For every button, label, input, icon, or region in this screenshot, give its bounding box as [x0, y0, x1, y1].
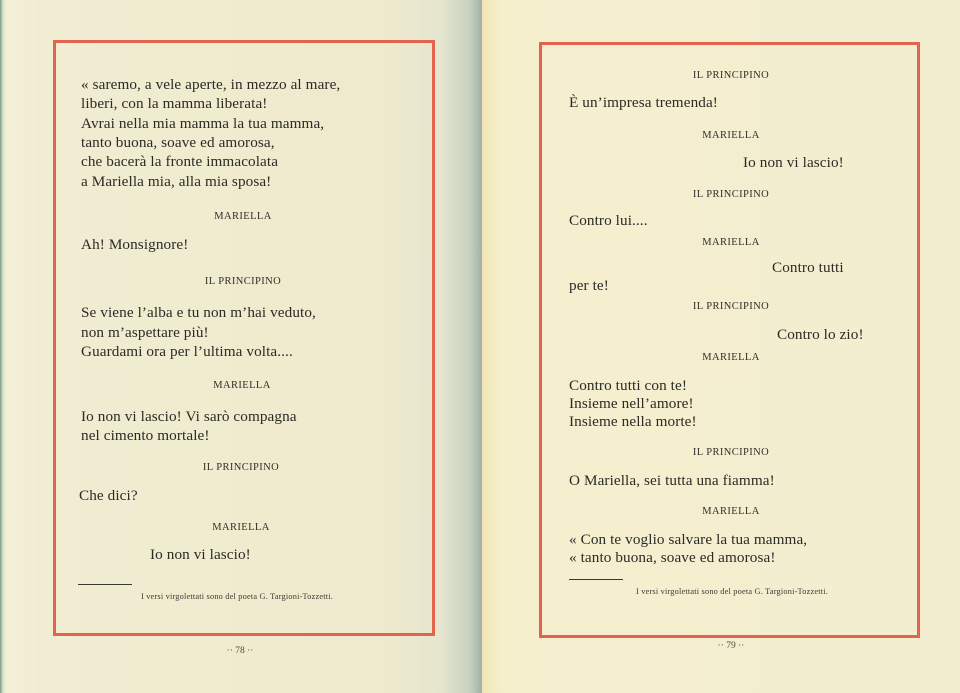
verse-line: Io non vi lascio!: [743, 154, 844, 171]
speaker-name: IL PRINCIPINO: [692, 70, 770, 81]
speaker-name: IL PRINCIPINO: [692, 301, 770, 312]
speaker-name: IL PRINCIPINO: [202, 462, 280, 473]
speaker-name: IL PRINCIPINO: [692, 447, 770, 458]
verse-line: « Con te voglio salvare la tua mamma,: [569, 531, 808, 548]
footnote: I versi virgolettati sono del poeta G. Targioni-Tozzetti.: [635, 587, 829, 596]
speaker-name: IL PRINCIPINO: [692, 189, 770, 200]
verse-line: Contro tutti con te!: [569, 377, 687, 394]
verse-line: Ah! Monsignore!: [81, 236, 189, 253]
verse-line: tanto buona, soave ed amorosa,: [81, 134, 275, 151]
verse-line: È un’impresa tremenda!: [569, 94, 718, 111]
verse-line: a Mariella mia, alla mia sposa!: [81, 173, 272, 190]
speaker-name: MARIELLA: [702, 352, 760, 363]
verse-line: liberi, con la mamma liberata!: [81, 95, 268, 112]
verse-line: Insieme nell’amore!: [569, 395, 694, 412]
verse-line: Contro lui....: [569, 212, 648, 229]
speaker-name: MARIELLA: [702, 506, 760, 517]
speaker-name: MARIELLA: [214, 211, 272, 222]
verse-line: non m’aspettare più!: [81, 324, 209, 341]
verse-line: Se viene l’alba e tu non m’hai veduto,: [81, 304, 316, 321]
footnote: I versi virgolettati sono del poeta G. Targioni-Tozzetti.: [140, 592, 334, 601]
verse-line: Avrai nella mia mamma la tua mamma,: [81, 115, 325, 132]
verse-line: Io non vi lascio!: [150, 546, 251, 563]
verse-line: Che dici?: [79, 487, 138, 504]
verse-line: O Mariella, sei tutta una fiamma!: [569, 472, 775, 489]
speaker-name: IL PRINCIPINO: [204, 276, 282, 287]
verse-line: Contro lo zio!: [777, 326, 864, 343]
speaker-name: MARIELLA: [212, 522, 270, 533]
verse-line: nel cimento mortale!: [81, 427, 210, 444]
verse-line: Io non vi lascio! Vi sarò compagna: [81, 408, 297, 425]
speaker-name: MARIELLA: [213, 380, 271, 391]
verse-line: che bacerà la fronte immacolata: [81, 153, 279, 170]
verse-line: Insieme nella morte!: [569, 413, 697, 430]
verse-line: Guardami ora per l’ultima volta....: [81, 343, 293, 360]
speaker-name: MARIELLA: [702, 130, 760, 141]
speaker-name: MARIELLA: [702, 237, 760, 248]
page-number: ·· 78 ··: [226, 646, 254, 656]
footnote-rule: [78, 584, 132, 585]
verse-line: « tanto buona, soave ed amorosa!: [569, 549, 776, 566]
verse-line: Contro tutti: [772, 259, 844, 276]
page-number: ·· 79 ··: [717, 641, 745, 651]
verse-line: « saremo, a vele aperte, in mezzo al mare,: [81, 76, 341, 93]
verse-line: per te!: [569, 277, 609, 294]
footnote-rule: [569, 579, 623, 580]
